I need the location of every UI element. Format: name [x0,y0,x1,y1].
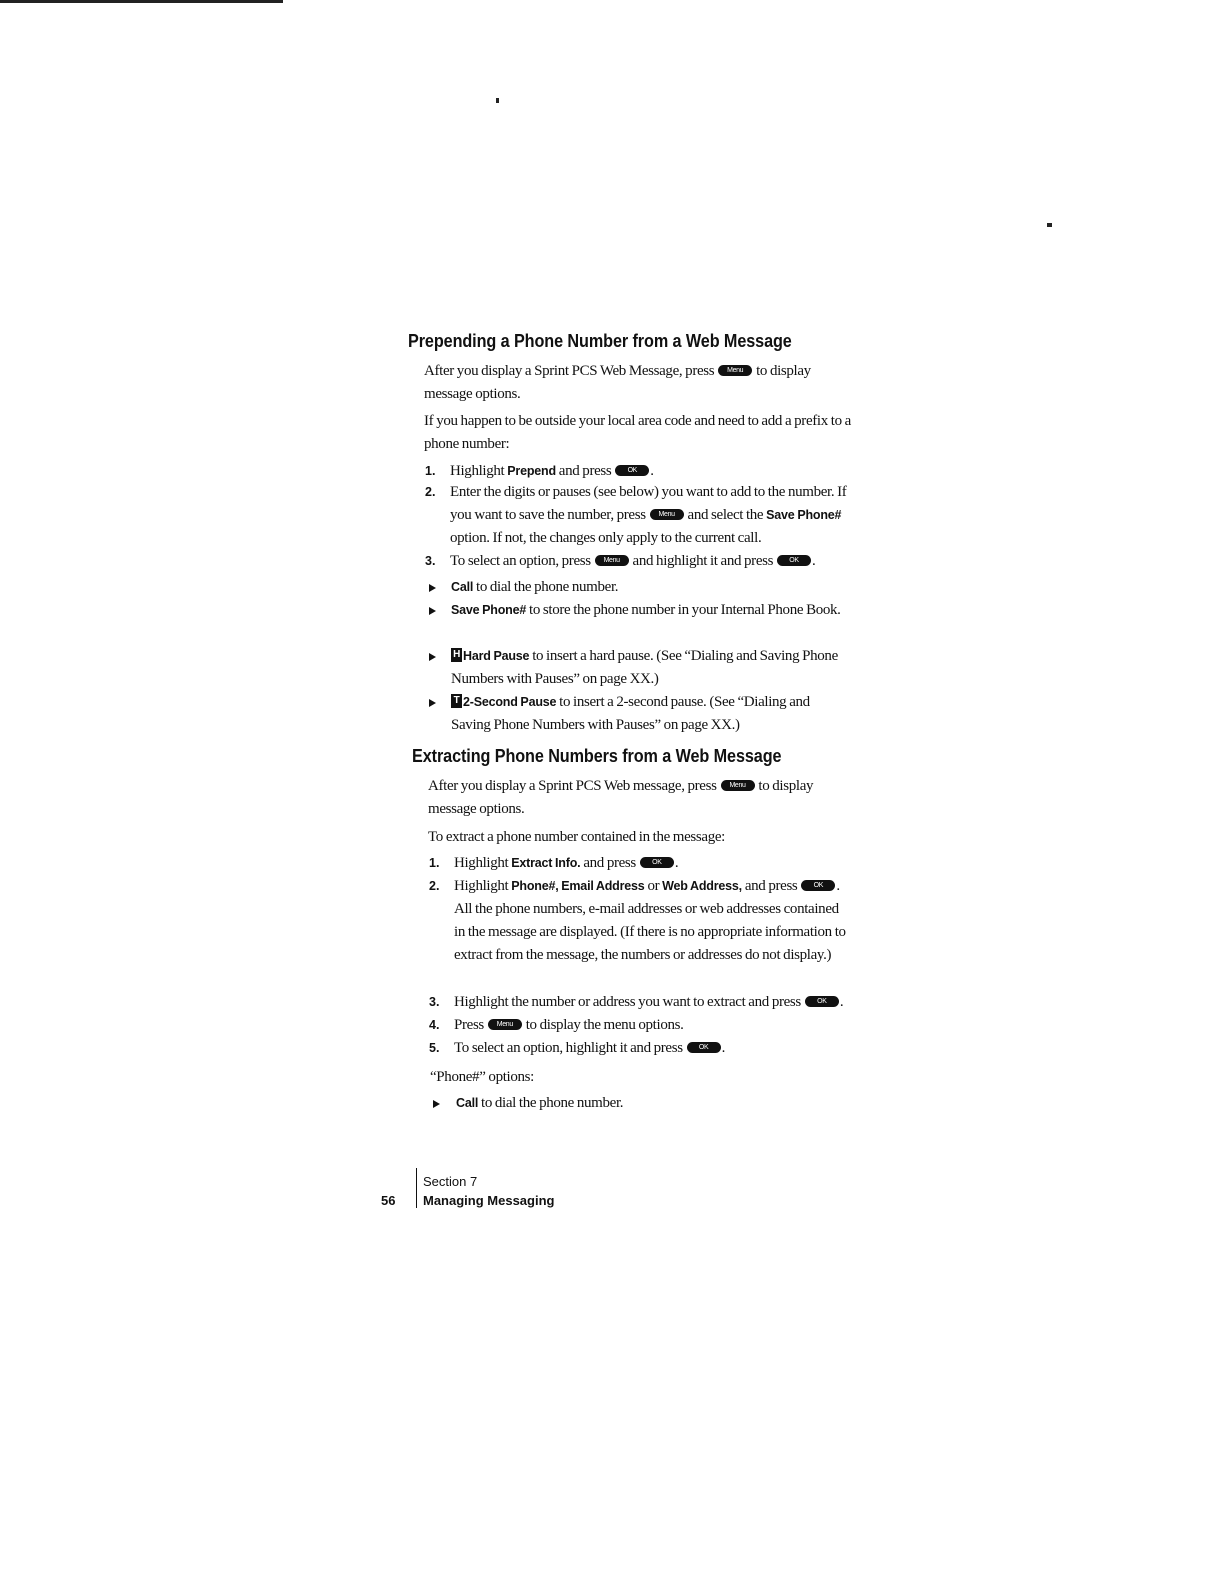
text: Highlight [454,855,509,871]
ok-key-icon: OK [777,555,811,566]
footer-chapter-title: Managing Messaging [423,1193,555,1208]
top-scan-rule [0,0,283,3]
s2-step-1 [454,852,864,875]
text: to display the menu options. [525,1017,684,1033]
bullet-arrow-icon [429,584,436,592]
menu-option-name: Prepend [507,464,556,478]
step-number: 2. [425,485,436,499]
text: to display message options. [424,363,811,402]
text: or [647,878,660,894]
text: Highlight [450,463,505,479]
s2-option-call [456,1092,866,1115]
s2-step-3 [454,991,874,1014]
step-number: 2. [429,879,440,893]
text: After you display a Sprint PCS Web message, press [428,778,717,794]
text: . [721,1040,726,1056]
option-label: Hard Pause [463,649,530,663]
text: Press [454,1017,484,1033]
text: to dial the phone number. [481,1095,624,1111]
text: to dial the phone number. [476,579,619,595]
text: to insert a 2-second pause. (See “Dialing and Saving Phone Numbers with Pauses” on page XX.) [451,694,810,733]
page-number: 56 [381,1193,396,1208]
text: . [839,994,844,1010]
hard-pause-key-icon: H [451,648,462,662]
step-number: 1. [425,464,436,478]
text: to store the phone number in your Internal Phone Book. [529,602,841,618]
text: . All the phone numbers, e-mail addresses or web addresses contained in the message are displayed. (If there is no appropriate information to extract from the message, the numbers or addresses do not display.) [454,878,846,963]
step-number: 4. [429,1018,440,1032]
menu-key-icon: Menu [721,780,755,791]
s2-step-4 [454,1014,864,1037]
step-number: 3. [429,995,440,1009]
s1-step-2 [450,481,860,550]
text: to insert a hard pause. (See “Dialing and Saving Phone Numbers with Pauses” on page XX.) [451,648,838,687]
s1-option-hard-pause [451,645,846,691]
s1-step-3 [450,550,870,573]
option-label: Save Phone# [451,603,527,617]
text: and press [744,878,798,894]
bullet-arrow-icon [429,653,436,661]
footer-section: Section 7 [423,1174,478,1189]
menu-key-icon: Menu [718,365,752,376]
ok-key-icon: OK [805,996,839,1007]
ok-key-icon: OK [801,880,835,891]
menu-option-name: Web Address, [662,879,742,893]
s1-step-1 [450,460,860,483]
s2-context-paragraph: To extract a phone number contained in the message: [428,829,725,845]
s1-context-paragraph: If you happen to be outside your local area code and need to add a prefix to a phone number: [424,413,851,452]
text: Highlight the number or address you want to extract and press [454,994,801,1010]
bullet-arrow-icon [433,1100,440,1108]
pause-key-icon: T [451,694,462,708]
section-heading-prepending: Prepending a Phone Number from a Web Message [408,331,792,351]
menu-key-icon: Menu [650,509,684,520]
s1-option-save [451,599,846,622]
text: Enter the digits or pauses (see below) you want to add to the number. If you want to save the number, press [450,484,847,523]
text: and select the [687,507,764,523]
step-number: 3. [425,554,436,568]
ok-key-icon: OK [615,465,649,476]
s1-option-2-second-pause [451,691,851,737]
footer-divider [416,1168,417,1208]
menu-key-icon: Menu [488,1019,522,1030]
option-label: Call [451,580,474,594]
text: and press [583,855,636,871]
menu-option-name: Save Phone# [766,508,842,522]
menu-option-name: Phone#, Email Address [511,879,645,893]
s2-options-label: “Phone#” options: [430,1069,534,1085]
text: and press [558,463,612,479]
text: After you display a Sprint PCS Web Message, press [424,363,715,379]
text: To select an option, highlight it and press [454,1040,683,1056]
scan-speck [496,98,499,103]
s1-intro-paragraph [424,360,854,406]
bullet-arrow-icon [429,607,436,615]
ok-key-icon: OK [687,1042,721,1053]
text: . [812,553,816,569]
text: To select an option, press [450,553,591,569]
text: . [674,855,679,871]
ok-key-icon: OK [640,857,674,868]
text: to display message options. [428,778,814,817]
step-number: 1. [429,856,440,870]
step-number: 5. [429,1041,440,1055]
menu-option-name: Extract Info. [511,856,581,870]
s2-intro-paragraph [428,775,858,821]
menu-key-icon: Menu [595,555,629,566]
text: . [650,463,654,479]
scan-speck [1047,223,1052,227]
option-label: 2-Second Pause [463,695,557,709]
s1-option-call [451,576,861,599]
text: option. If not, the changes only apply to the current call. [450,530,762,546]
s2-step-5 [454,1037,864,1060]
text: Highlight [454,878,509,894]
s2-step-2 [454,875,852,967]
text: and highlight it and press [632,553,774,569]
bullet-arrow-icon [429,699,436,707]
section-heading-extracting: Extracting Phone Numbers from a Web Message [412,746,782,766]
option-label: Call [456,1096,479,1110]
